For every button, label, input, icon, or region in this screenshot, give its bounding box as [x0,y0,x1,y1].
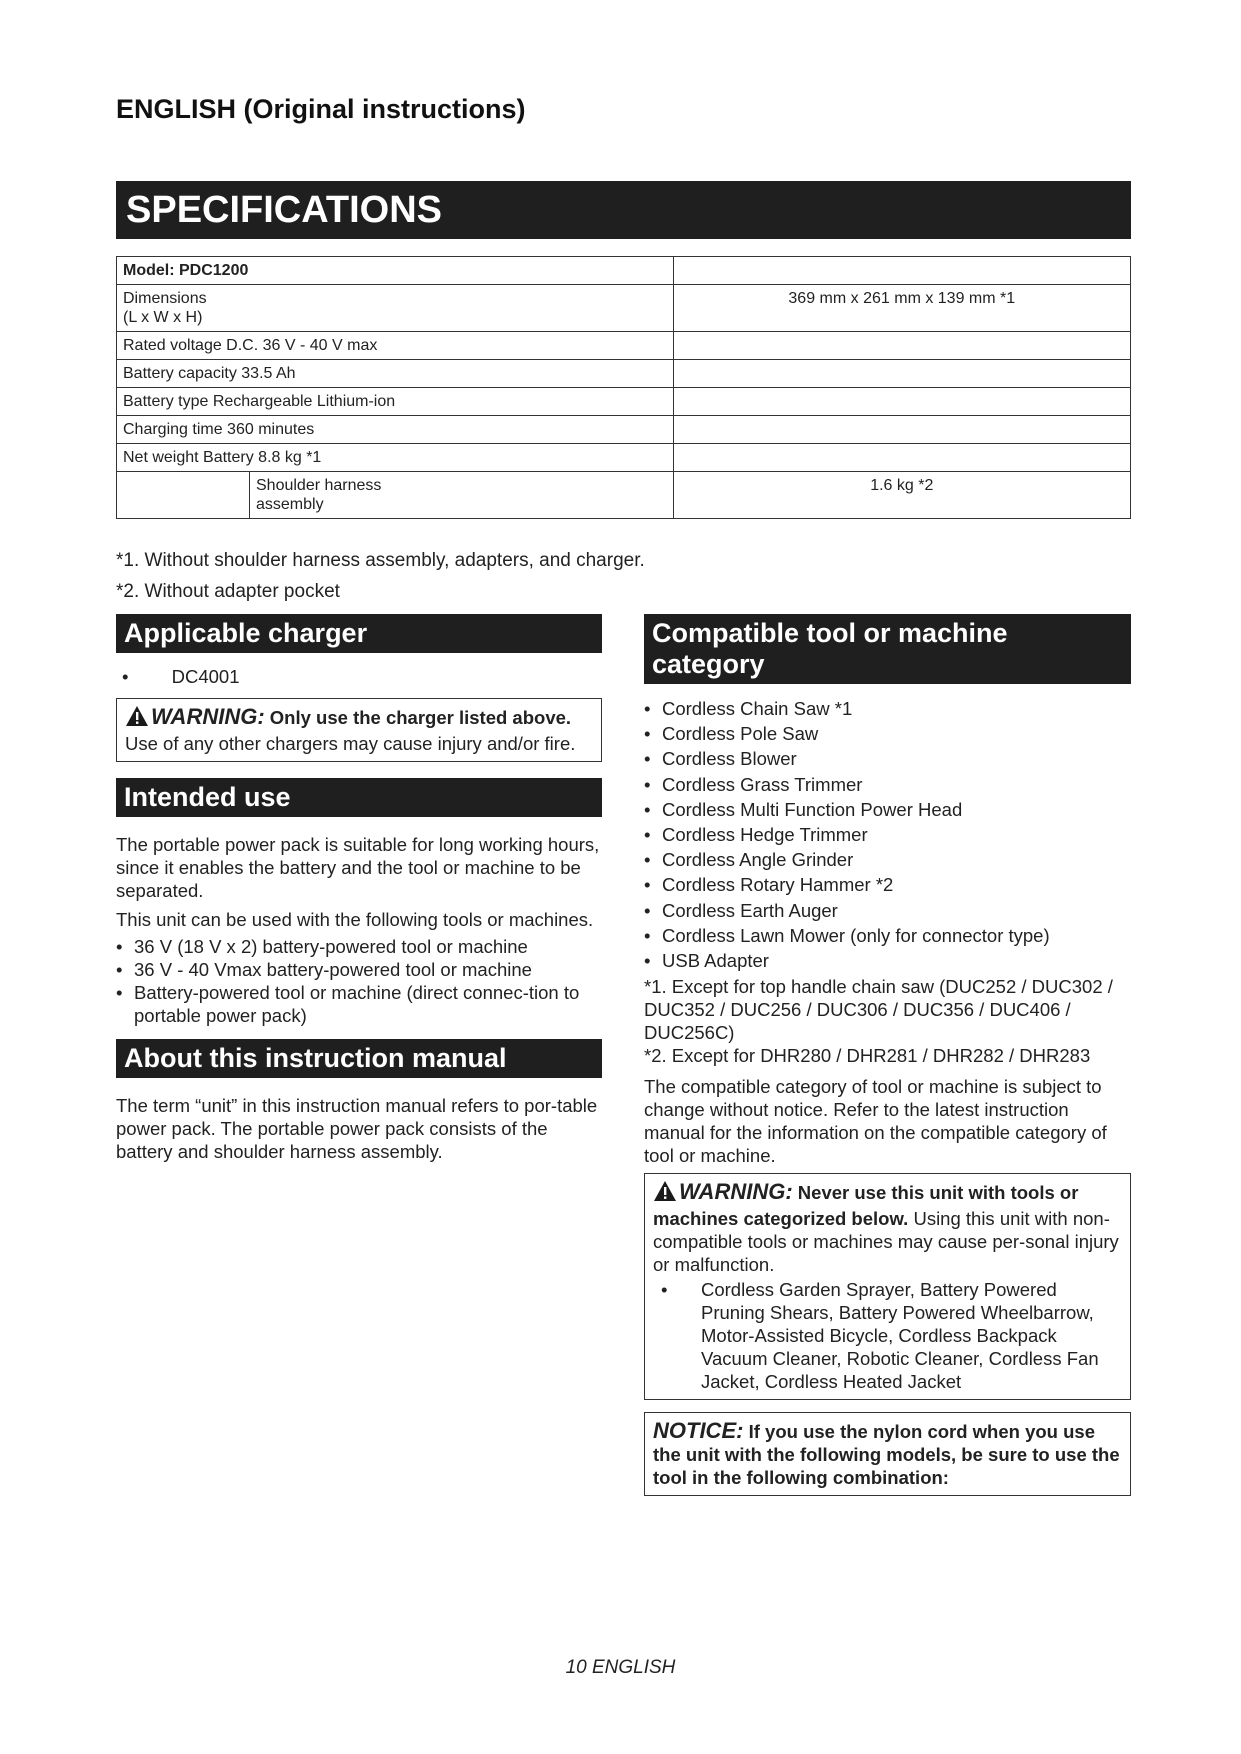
spec-label: Net weight Battery 8.8 kg *1 [117,444,674,472]
compatible-note: *1. Except for top handle chain saw (DUC252 / DUC302 / DUC352 / DUC256 / DUC306 / DUC356 / DUC406 / DUC256C) [644,976,1113,1044]
warning-bold-text: Only use the charger listed above. [269,707,572,728]
warning-text: Use of any other chargers may cause injury and/or fire. [125,733,576,754]
list-item: • Cordless Hedge Trimmer [644,822,1131,847]
spec-label: Battery type Rechargeable Lithium-ion [117,388,674,416]
specifications-table [116,256,1131,519]
spec-value [673,360,1130,388]
spec-footnote: *2. Without adapter pocket [116,581,340,602]
table-row [117,472,1131,519]
list-item: • Cordless Lawn Mower (only for connector type) [644,923,1131,948]
specifications-title: SPECIFICATIONS [116,181,1131,239]
compatible-list [644,696,1131,973]
warning-triangle-icon [125,705,149,732]
table-row [117,360,1131,388]
list-item: • Cordless Grass Trimmer [644,772,1131,797]
about-manual-text: The term “unit” in this instruction manual refers to por-table power pack. The portable power pack consists of the battery and shoulder harness assembly. [116,1095,598,1162]
table-row [117,285,1131,332]
spec-value [673,388,1130,416]
list-item: • Battery-powered tool or machine (direct connec-tion to portable power pack) [116,981,602,1027]
table-row [117,388,1131,416]
charger-warning-box [116,698,602,762]
spec-label: Dimensions (L x W x H) [117,285,674,332]
spec-label: Rated voltage D.C. 36 V - 40 V max [117,332,674,360]
warning-label: WARNING: [679,1179,793,1205]
compatible-title: Compatible tool or machine category [644,614,1131,684]
list-item: • 36 V (18 V x 2) battery-powered tool or machine [116,935,602,958]
spec-label: Battery capacity 33.5 Ah [117,360,674,388]
table-row [117,332,1131,360]
table-row [117,444,1131,472]
intended-use-list [116,935,602,1027]
list-item: • Cordless Rotary Hammer *2 [644,872,1131,897]
list-item: • Cordless Pole Saw [644,721,1131,746]
list-item: • Cordless Blower [644,746,1131,771]
list-item: • Cordless Multi Function Power Head [644,797,1131,822]
intended-use-paragraph: The portable power pack is suitable for long working hours, since it enables the battery and the tool or machine to be separated. [116,834,600,901]
notice-label: NOTICE: [653,1418,744,1444]
bullet-icon: • [122,666,129,687]
bullet-icon: • [661,1279,668,1301]
warning-bold-text: Never use this unit with tools or machines categorized below. [653,1182,1079,1230]
warning-item-text: Cordless Garden Sprayer, Battery Powered Pruning Shears, Battery Powered Wheelbarrow, Motor-Assisted Bicycle, Cordless Backpack Vacuum Cleaner, Robotic Cleaner, Cordless Fan Jacket, Cordless Heated Jacket [701,1279,1099,1393]
spec-value [673,416,1130,444]
spec-label: Charging time 360 minutes [117,416,674,444]
spec-label: Shoulder harness assembly [250,472,674,519]
page-number: 10 ENGLISH [565,1657,676,1678]
compatible-paragraph: The compatible category of tool or machine is subject to change without notice. Refer to the latest instruction manual for the information on the compatible category of tool or machine. [644,1076,1107,1167]
warning-list-item [653,1278,1122,1393]
list-item: • Cordless Chain Saw *1 [644,696,1131,721]
page-header: ENGLISH (Original instructions) [116,94,526,124]
charger-item: DC4001 [171,666,240,687]
charger-list [116,665,602,688]
notice-text: If you use the nylon cord when you use the unit with the following models, be sure to use the tool in the following combination: [653,1421,1120,1489]
table-row [117,416,1131,444]
spec-value: 369 mm x 261 mm x 139 mm *1 [673,285,1130,332]
notice-box [644,1412,1131,1496]
warning-text: Using this unit with non-compatible tools or machines may cause per-sonal injury or malfunction. [653,1208,1119,1276]
list-item: • 36 V - 40 Vmax battery-powered tool or machine [116,958,602,981]
right-column [644,614,1131,1496]
intended-use-paragraph: This unit can be used with the following tools or machines. [116,909,594,930]
warning-triangle-icon [653,1180,677,1207]
left-column [116,614,602,1163]
spec-footnote: *1. Without shoulder harness assembly, adapters, and charger. [116,550,645,571]
spec-value: 1.6 kg *2 [673,472,1130,519]
applicable-charger-title: Applicable charger [116,614,602,653]
model-cell: Model: PDC1200 [117,257,674,285]
warning-label: WARNING: [151,704,265,729]
list-item: • Cordless Angle Grinder [644,847,1131,872]
list-item: • USB Adapter [644,948,1131,973]
compatible-note: *2. Except for DHR280 / DHR281 / DHR282 / DHR283 [644,1045,1091,1067]
spec-value [673,332,1130,360]
intended-use-title: Intended use [116,778,602,817]
table-cell [117,472,250,519]
table-row [117,257,1131,285]
about-manual-title: About this instruction manual [116,1039,602,1078]
list-item: • Cordless Earth Auger [644,898,1131,923]
spec-value [673,444,1130,472]
compatible-warning-box [644,1173,1131,1400]
table-cell [673,257,1130,285]
